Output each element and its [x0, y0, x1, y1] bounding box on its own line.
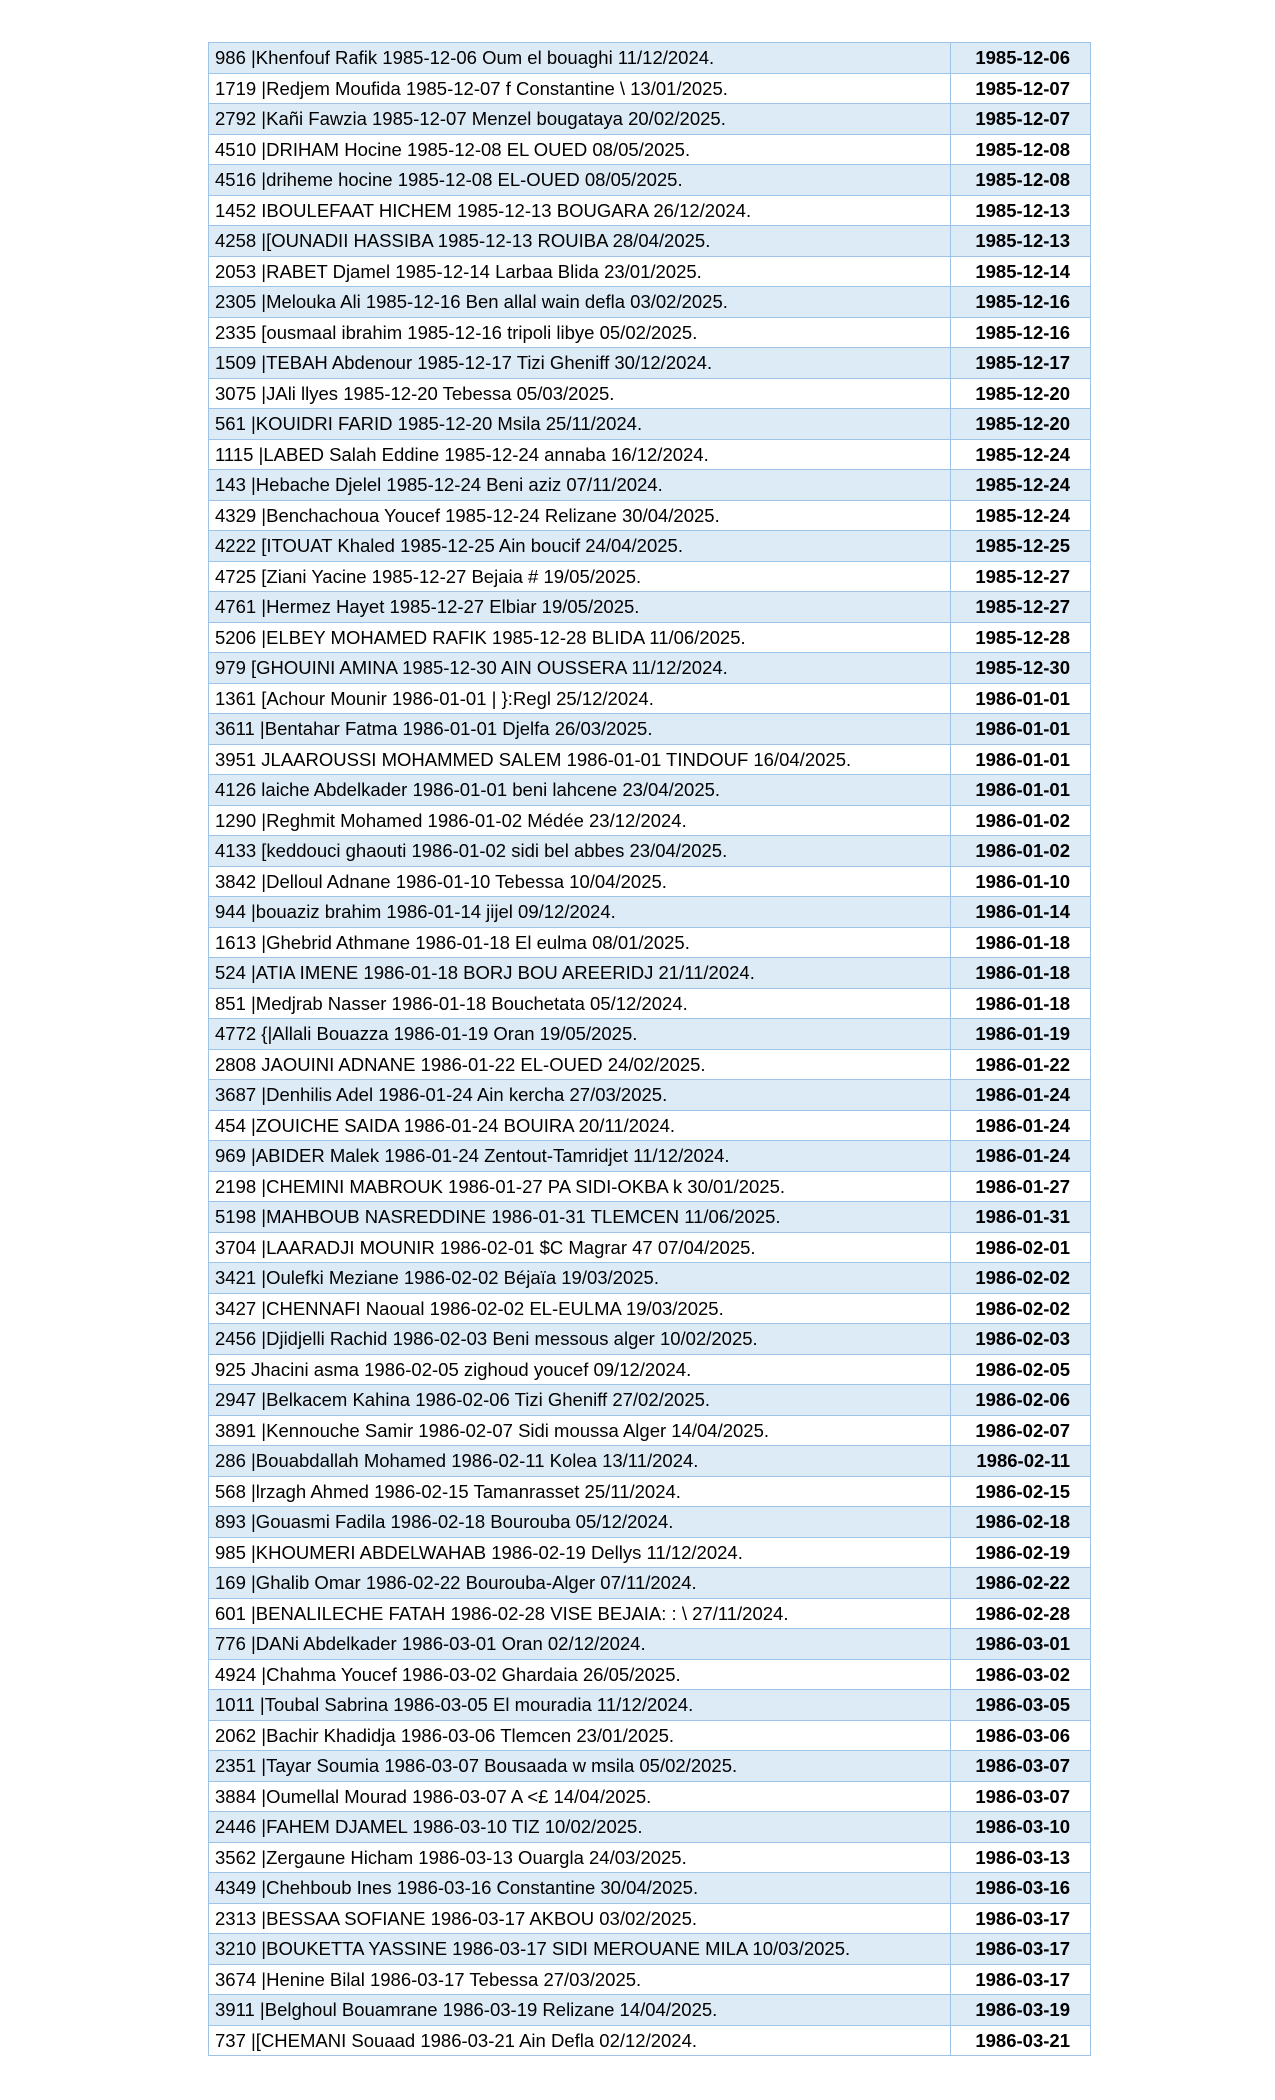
table-row: [209, 1629, 1091, 1660]
record-date-cell: 1986-03-17: [951, 1903, 1091, 1934]
record-entry-cell: 944 |bouaziz brahim 1986-01-14 jijel 09/12/2024.: [209, 897, 951, 928]
table-row: [209, 1690, 1091, 1721]
record-entry-cell: 5198 |MAHBOUB NASREDDINE 1986-01-31 TLEMCEN 11/06/2025.: [209, 1202, 951, 1233]
record-entry-cell: 5206 |ELBEY MOHAMED RAFIK 1985-12-28 BLIDA 11/06/2025.: [209, 622, 951, 653]
table-row: [209, 531, 1091, 562]
table-row: [209, 1720, 1091, 1751]
record-entry-cell: 4761 |Hermez Hayet 1985-12-27 Elbiar 19/05/2025.: [209, 592, 951, 623]
record-date-cell: 1985-12-13: [951, 226, 1091, 257]
record-entry-cell: 2446 |FAHEM DJAMEL 1986-03-10 TIZ 10/02/2025.: [209, 1812, 951, 1843]
table-row: [209, 1537, 1091, 1568]
record-date-cell: 1985-12-30: [951, 653, 1091, 684]
record-date-cell: 1986-01-02: [951, 805, 1091, 836]
record-date-cell: 1985-12-24: [951, 470, 1091, 501]
record-date-cell: 1985-12-13: [951, 195, 1091, 226]
record-entry-cell: 969 |ABIDER Malek 1986-01-24 Zentout-Tamridjet 11/12/2024.: [209, 1141, 951, 1172]
record-entry-cell: 4516 |driheme hocine 1985-12-08 EL-OUED 08/05/2025.: [209, 165, 951, 196]
table-row: [209, 1324, 1091, 1355]
record-date-cell: 1986-02-18: [951, 1507, 1091, 1538]
record-date-cell: 1986-01-01: [951, 775, 1091, 806]
record-date-cell: 1986-02-05: [951, 1354, 1091, 1385]
record-date-cell: 1986-02-01: [951, 1232, 1091, 1263]
record-date-cell: 1985-12-20: [951, 378, 1091, 409]
record-date-cell: 1986-01-27: [951, 1171, 1091, 1202]
record-entry-cell: 925 Jhacini asma 1986-02-05 zighoud youcef 09/12/2024.: [209, 1354, 951, 1385]
record-date-cell: 1986-01-10: [951, 866, 1091, 897]
table-row: [209, 439, 1091, 470]
record-entry-cell: 1361 [Achour Mounir 1986-01-01 | }:Regl 25/12/2024.: [209, 683, 951, 714]
record-date-cell: 1986-03-07: [951, 1751, 1091, 1782]
record-entry-cell: 1115 |LABED Salah Eddine 1985-12-24 annaba 16/12/2024.: [209, 439, 951, 470]
table-row: [209, 1568, 1091, 1599]
record-entry-cell: 4258 |[OUNADII HASSIBA 1985-12-13 ROUIBA 28/04/2025.: [209, 226, 951, 257]
table-row: [209, 1964, 1091, 1995]
table-row: [209, 195, 1091, 226]
record-date-cell: 1986-01-02: [951, 836, 1091, 867]
record-entry-cell: 2335 [ousmaal ibrahim 1985-12-16 tripoli libye 05/02/2025.: [209, 317, 951, 348]
record-date-cell: 1985-12-07: [951, 104, 1091, 135]
record-date-cell: 1986-01-14: [951, 897, 1091, 928]
record-entry-cell: 2808 JAOUINI ADNANE 1986-01-22 EL-OUED 24/02/2025.: [209, 1049, 951, 1080]
record-date-cell: 1985-12-08: [951, 165, 1091, 196]
record-date-cell: 1986-02-06: [951, 1385, 1091, 1416]
record-entry-cell: 986 |Khenfouf Rafik 1985-12-06 Oum el bouaghi 11/12/2024.: [209, 43, 951, 74]
record-date-cell: 1986-01-31: [951, 1202, 1091, 1233]
table-row: [209, 683, 1091, 714]
table-row: [209, 134, 1091, 165]
record-date-cell: 1986-01-24: [951, 1110, 1091, 1141]
table-row: [209, 165, 1091, 196]
record-date-cell: 1985-12-16: [951, 317, 1091, 348]
record-date-cell: 1985-12-27: [951, 561, 1091, 592]
record-entry-cell: 4329 |Benchachoua Youcef 1985-12-24 Relizane 30/04/2025.: [209, 500, 951, 531]
table-row: [209, 1507, 1091, 1538]
table-row: [209, 592, 1091, 623]
record-date-cell: 1986-02-03: [951, 1324, 1091, 1355]
record-date-cell: 1986-01-24: [951, 1080, 1091, 1111]
record-entry-cell: 3842 |Delloul Adnane 1986-01-10 Tebessa 10/04/2025.: [209, 866, 951, 897]
record-date-cell: 1986-01-01: [951, 714, 1091, 745]
table-row: [209, 1934, 1091, 1965]
record-entry-cell: 4126 laiche Abdelkader 1986-01-01 beni lahcene 23/04/2025.: [209, 775, 951, 806]
table-row: [209, 1659, 1091, 1690]
record-date-cell: 1986-02-28: [951, 1598, 1091, 1629]
table-row: [209, 1232, 1091, 1263]
record-date-cell: 1986-02-22: [951, 1568, 1091, 1599]
table-row: [209, 1171, 1091, 1202]
record-entry-cell: 1719 |Redjem Moufida 1985-12-07 f Constantine \ 13/01/2025.: [209, 73, 951, 104]
table-row: [209, 226, 1091, 257]
record-date-cell: 1986-03-01: [951, 1629, 1091, 1660]
table-row: [209, 1019, 1091, 1050]
record-entry-cell: 3421 |Oulefki Meziane 1986-02-02 Béjaïa 19/03/2025.: [209, 1263, 951, 1294]
record-entry-cell: 1509 |TEBAH Abdenour 1985-12-17 Tizi Gheniff 30/12/2024.: [209, 348, 951, 379]
record-date-cell: 1985-12-28: [951, 622, 1091, 653]
record-date-cell: 1986-03-17: [951, 1934, 1091, 1965]
record-date-cell: 1985-12-17: [951, 348, 1091, 379]
table-row: [209, 104, 1091, 135]
record-date-cell: 1985-12-27: [951, 592, 1091, 623]
record-entry-cell: 4349 |Chehboub Ines 1986-03-16 Constantine 30/04/2025.: [209, 1873, 951, 1904]
table-row: [209, 287, 1091, 318]
record-entry-cell: 2792 |Kañi Fawzia 1985-12-07 Menzel bougataya 20/02/2025.: [209, 104, 951, 135]
record-date-cell: 1986-03-05: [951, 1690, 1091, 1721]
record-date-cell: 1985-12-25: [951, 531, 1091, 562]
record-entry-cell: 3075 |JAli llyes 1985-12-20 Tebessa 05/03/2025.: [209, 378, 951, 409]
table-row: [209, 1751, 1091, 1782]
table-row: [209, 1598, 1091, 1629]
record-date-cell: 1986-01-18: [951, 927, 1091, 958]
table-row: [209, 714, 1091, 745]
record-entry-cell: 3911 |Belghoul Bouamrane 1986-03-19 Relizane 14/04/2025.: [209, 1995, 951, 2026]
table-row: [209, 1842, 1091, 1873]
record-date-cell: 1986-03-17: [951, 1964, 1091, 1995]
record-entry-cell: 2062 |Bachir Khadidja 1986-03-06 Tlemcen 23/01/2025.: [209, 1720, 951, 1751]
table-row: [209, 470, 1091, 501]
record-entry-cell: 3687 |Denhilis Adel 1986-01-24 Ain kercha 27/03/2025.: [209, 1080, 951, 1111]
record-date-cell: 1986-03-19: [951, 1995, 1091, 2026]
table-row: [209, 317, 1091, 348]
record-date-cell: 1986-01-24: [951, 1141, 1091, 1172]
record-entry-cell: 143 |Hebache Djelel 1985-12-24 Beni aziz 07/11/2024.: [209, 470, 951, 501]
record-entry-cell: 4133 [keddouci ghaouti 1986-01-02 sidi bel abbes 23/04/2025.: [209, 836, 951, 867]
record-entry-cell: 4222 [ITOUAT Khaled 1985-12-25 Ain boucif 24/04/2025.: [209, 531, 951, 562]
record-entry-cell: 2198 |CHEMINI MABROUK 1986-01-27 PA SIDI-OKBA k 30/01/2025.: [209, 1171, 951, 1202]
table-row: [209, 1385, 1091, 1416]
table-row: [209, 1415, 1091, 1446]
table-row: [209, 1903, 1091, 1934]
table-row: [209, 744, 1091, 775]
record-entry-cell: 568 |lrzagh Ahmed 1986-02-15 Tamanrasset 25/11/2024.: [209, 1476, 951, 1507]
table-row: [209, 622, 1091, 653]
table-row: [209, 805, 1091, 836]
table-row: [209, 1446, 1091, 1477]
record-entry-cell: 2947 |Belkacem Kahina 1986-02-06 Tizi Gheniff 27/02/2025.: [209, 1385, 951, 1416]
record-entry-cell: 1011 |Toubal Sabrina 1986-03-05 El mouradia 11/12/2024.: [209, 1690, 951, 1721]
record-entry-cell: 524 |ATIA IMENE 1986-01-18 BORJ BOU AREERIDJ 21/11/2024.: [209, 958, 951, 989]
record-date-cell: 1986-02-15: [951, 1476, 1091, 1507]
record-entry-cell: 4725 [Ziani Yacine 1985-12-27 Bejaia # 19/05/2025.: [209, 561, 951, 592]
table-row: [209, 1293, 1091, 1324]
table-row: [209, 958, 1091, 989]
record-date-cell: 1985-12-06: [951, 43, 1091, 74]
table-row: [209, 1995, 1091, 2026]
table-row: [209, 500, 1091, 531]
table-row: [209, 1812, 1091, 1843]
record-date-cell: 1986-03-06: [951, 1720, 1091, 1751]
record-entry-cell: 737 |[CHEMANI Souaad 1986-03-21 Ain Defla 02/12/2024.: [209, 2025, 951, 2056]
record-entry-cell: 3562 |Zergaune Hicham 1986-03-13 Ouargla 24/03/2025.: [209, 1842, 951, 1873]
record-date-cell: 1985-12-07: [951, 73, 1091, 104]
record-date-cell: 1986-03-07: [951, 1781, 1091, 1812]
records-body: [209, 43, 1091, 2056]
record-date-cell: 1986-02-02: [951, 1293, 1091, 1324]
record-date-cell: 1986-02-02: [951, 1263, 1091, 1294]
record-entry-cell: 3891 |Kennouche Samir 1986-02-07 Sidi moussa Alger 14/04/2025.: [209, 1415, 951, 1446]
record-entry-cell: 985 |KHOUMERI ABDELWAHAB 1986-02-19 Dellys 11/12/2024.: [209, 1537, 951, 1568]
record-entry-cell: 1452 IBOULEFAAT HICHEM 1985-12-13 BOUGARA 26/12/2024.: [209, 195, 951, 226]
record-date-cell: 1985-12-24: [951, 439, 1091, 470]
record-date-cell: 1986-03-10: [951, 1812, 1091, 1843]
record-entry-cell: 169 |Ghalib Omar 1986-02-22 Bourouba-Alger 07/11/2024.: [209, 1568, 951, 1599]
record-date-cell: 1986-01-19: [951, 1019, 1091, 1050]
record-entry-cell: 2305 |Melouka Ali 1985-12-16 Ben allal wain defla 03/02/2025.: [209, 287, 951, 318]
record-entry-cell: 979 [GHOUINI AMINA 1985-12-30 AIN OUSSERA 11/12/2024.: [209, 653, 951, 684]
record-entry-cell: 3427 |CHENNAFI Naoual 1986-02-02 EL-EULMA 19/03/2025.: [209, 1293, 951, 1324]
record-entry-cell: 2313 |BESSAA SOFIANE 1986-03-17 AKBOU 03/02/2025.: [209, 1903, 951, 1934]
record-date-cell: 1986-03-16: [951, 1873, 1091, 1904]
record-entry-cell: 3611 |Bentahar Fatma 1986-01-01 Djelfa 26/03/2025.: [209, 714, 951, 745]
record-entry-cell: 2351 |Tayar Soumia 1986-03-07 Bousaada w msila 05/02/2025.: [209, 1751, 951, 1782]
table-row: [209, 1263, 1091, 1294]
table-row: [209, 409, 1091, 440]
table-row: [209, 1110, 1091, 1141]
record-entry-cell: 1290 |Reghmit Mohamed 1986-01-02 Médée 23/12/2024.: [209, 805, 951, 836]
record-entry-cell: 3704 |LAARADJI MOUNIR 1986-02-01 $C Magrar 47 07/04/2025.: [209, 1232, 951, 1263]
record-date-cell: 1985-12-24: [951, 500, 1091, 531]
record-date-cell: 1986-01-22: [951, 1049, 1091, 1080]
record-entry-cell: 3674 |Henine Bilal 1986-03-17 Tebessa 27/03/2025.: [209, 1964, 951, 1995]
record-entry-cell: 4772 {|Allali Bouazza 1986-01-19 Oran 19/05/2025.: [209, 1019, 951, 1050]
record-entry-cell: 561 |KOUIDRI FARID 1985-12-20 Msila 25/11/2024.: [209, 409, 951, 440]
table-row: [209, 256, 1091, 287]
record-date-cell: 1986-01-01: [951, 683, 1091, 714]
table-row: [209, 378, 1091, 409]
record-entry-cell: 286 |Bouabdallah Mohamed 1986-02-11 Kolea 13/11/2024.: [209, 1446, 951, 1477]
table-row: [209, 1049, 1091, 1080]
record-entry-cell: 3210 |BOUKETTA YASSINE 1986-03-17 SIDI MEROUANE MILA 10/03/2025.: [209, 1934, 951, 1965]
records-table: [208, 42, 1091, 2056]
table-row: [209, 836, 1091, 867]
record-date-cell: 1985-12-14: [951, 256, 1091, 287]
record-entry-cell: 4924 |Chahma Youcef 1986-03-02 Ghardaia 26/05/2025.: [209, 1659, 951, 1690]
record-date-cell: 1986-02-11: [951, 1446, 1091, 1477]
table-row: [209, 897, 1091, 928]
table-row: [209, 1781, 1091, 1812]
record-entry-cell: 4510 |DRIHAM Hocine 1985-12-08 EL OUED 08/05/2025.: [209, 134, 951, 165]
record-entry-cell: 2456 |Djidjelli Rachid 1986-02-03 Beni messous alger 10/02/2025.: [209, 1324, 951, 1355]
table-row: [209, 988, 1091, 1019]
record-entry-cell: 3884 |Oumellal Mourad 1986-03-07 A <£ 14/04/2025.: [209, 1781, 951, 1812]
record-entry-cell: 1613 |Ghebrid Athmane 1986-01-18 El eulma 08/01/2025.: [209, 927, 951, 958]
table-row: [209, 653, 1091, 684]
table-row: [209, 348, 1091, 379]
table-row: [209, 561, 1091, 592]
record-entry-cell: 601 |BENALILECHE FATAH 1986-02-28 VISE BEJAIA: : \ 27/11/2024.: [209, 1598, 951, 1629]
table-row: [209, 1141, 1091, 1172]
record-entry-cell: 2053 |RABET Djamel 1985-12-14 Larbaa Blida 23/01/2025.: [209, 256, 951, 287]
table-row: [209, 1873, 1091, 1904]
record-date-cell: 1986-03-21: [951, 2025, 1091, 2056]
record-date-cell: 1985-12-08: [951, 134, 1091, 165]
record-date-cell: 1986-03-13: [951, 1842, 1091, 1873]
record-date-cell: 1986-01-18: [951, 958, 1091, 989]
record-date-cell: 1986-01-01: [951, 744, 1091, 775]
record-date-cell: 1985-12-20: [951, 409, 1091, 440]
record-entry-cell: 454 |ZOUICHE SAIDA 1986-01-24 BOUIRA 20/11/2024.: [209, 1110, 951, 1141]
record-entry-cell: 893 |Gouasmi Fadila 1986-02-18 Bourouba 05/12/2024.: [209, 1507, 951, 1538]
record-date-cell: 1986-02-07: [951, 1415, 1091, 1446]
record-entry-cell: 3951 JLAAROUSSI MOHAMMED SALEM 1986-01-01 TINDOUF 16/04/2025.: [209, 744, 951, 775]
table-row: [209, 775, 1091, 806]
table-row: [209, 2025, 1091, 2056]
record-date-cell: 1986-02-19: [951, 1537, 1091, 1568]
table-row: [209, 1080, 1091, 1111]
record-date-cell: 1985-12-16: [951, 287, 1091, 318]
table-row: [209, 1202, 1091, 1233]
table-row: [209, 1476, 1091, 1507]
table-row: [209, 927, 1091, 958]
table-row: [209, 866, 1091, 897]
record-entry-cell: 851 |Medjrab Nasser 1986-01-18 Bouchetata 05/12/2024.: [209, 988, 951, 1019]
record-entry-cell: 776 |DANi Abdelkader 1986-03-01 Oran 02/12/2024.: [209, 1629, 951, 1660]
table-row: [209, 1354, 1091, 1385]
table-row: [209, 73, 1091, 104]
record-date-cell: 1986-03-02: [951, 1659, 1091, 1690]
table-row: [209, 43, 1091, 74]
record-date-cell: 1986-01-18: [951, 988, 1091, 1019]
